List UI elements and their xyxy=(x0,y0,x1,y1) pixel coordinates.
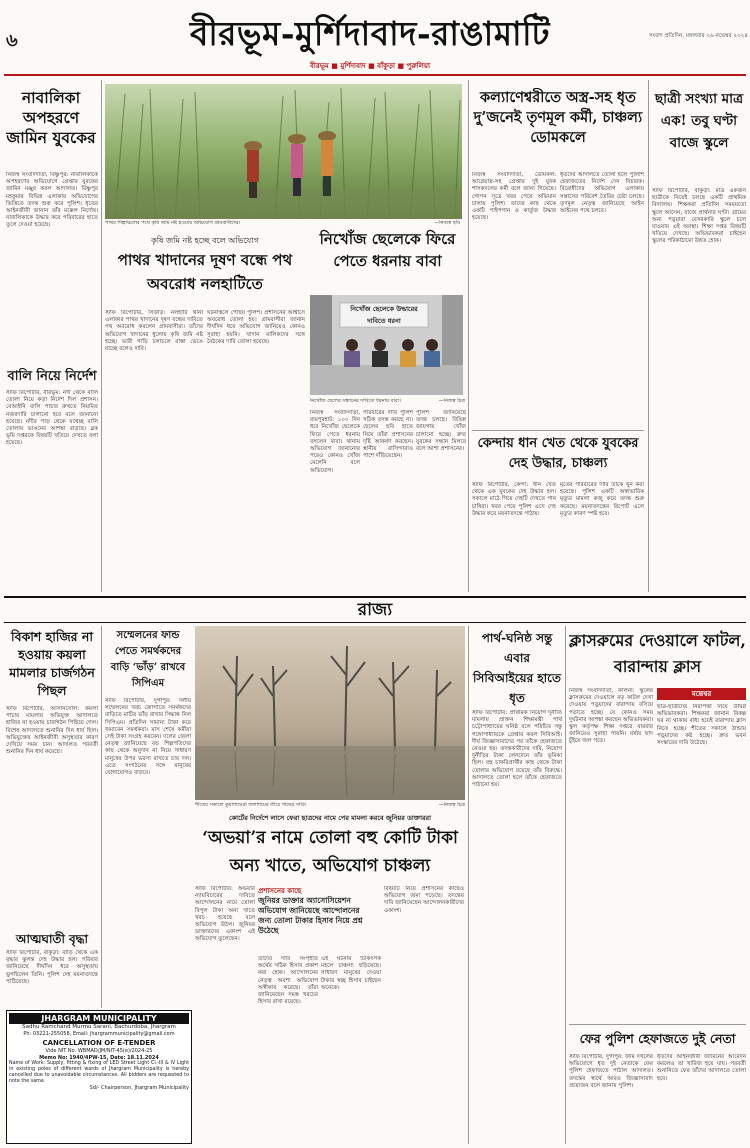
field-photo-caption: পাথর শিল্পাঞ্চলের পথে কৃষি জমি নষ্ট হওয়ার অভিযোগ গ্রামবাসীদের। xyxy=(105,220,241,226)
abhaya-sidebar xyxy=(258,886,374,954)
divider xyxy=(472,430,644,431)
divider xyxy=(101,80,102,592)
arms-body-col1: নিজস্ব সংবাদদাতা, ডোমকল: আগ্নেয়াস্ত্র-সহ গ্রেপ্তার দুই যুবক শাসকদলের কর্মী বলে জানা গিয়েছে। গোপন সূত্রে খবর পেয়ে অভিযান চালায় পুলিশ। তাদের কাছ থেকে একটি পাইপগান ও কার্তুজ উদ্ধার হয়েছে। xyxy=(472,172,556,222)
abhaya-body-col3: এই ঘটনায় চিকিৎসক মহলে চাঞ্চল্য ছড়িয়েছে। সাধারণ মানুষের দেওয়া টাকার স্বচ্ছ হিসাব চাইছেন অনেকে। xyxy=(321,956,381,991)
abhaya-side-text: জুনিয়র ডাক্তার অ্যাসোসিয়েশন অভিযোগ জানিয়েছে আন্দোলনের জন্য তোলা টাকার হিসাব নিয়ে প্রশ্ন উঠেছে xyxy=(258,896,363,935)
police-custody-col1: স্টাফ রিপোর্টার, দুর্গাপুর: জমি দখলের অভিযোগে ধৃত দুই নেতাকে ফের পুলিশ হেফাজতে পাঠাল আদালত। তদন্তের স্বার্থে আরও জিজ্ঞাসাবাদ প্রয়োজন বলে জানায় পুলিশ। xyxy=(569,1054,653,1089)
cpim-body: স্টাফ রিপোর্টার, দুর্গাপুর: দলীয় সম্মেলনের খরচ জোগাতে সমর্থকদের বাড়িতে মাটির ভাঁড় রাখার সিদ্ধান্ত নিল সিপিএম। প্রতিদিন সামান্য টাকা করে জমাবেন সমর্থকরা। মাস শেষে কর্মীরা সেই টাকা সংগ্রহ করবেন। দলের জেলা নেতৃত্ব জানিয়েছে বড় শিল্পপতিদের কাছ থেকে অনুদান না নিয়ে সাধারণ মানুষের উপর ভরসা রাখতে চায় দল। এতে সংগঠনের সঙ্গে মানুষের যোগাযোগও বাড়বে। xyxy=(105,698,191,777)
section-rule-bottom xyxy=(4,622,746,623)
field-photo-credit: —নিজস্ব ছবি xyxy=(434,220,460,226)
missing-son-body-col2: পরিবারের দাবি পুলিশ সঠিক তদন্ত করছে না। ছেলের ছবি হাতে নিয়ে তাঁরা প্রশাসনের দৃষ্টি আকর্ষণ করছেন। স্থানীয় বাসিন্দারাও পাশে দাঁড়িয়েছেন। xyxy=(363,410,413,460)
abhaya-body-col1: স্টাফ রিপোর্টার: অভয়ার ন্যায়বিচারের দাবিতে আন্দোলনের নামে তোলা বিপুল টাকা অন্য খাতে খরচ হয়েছে বলে অভিযোগ উঠল। জুনিয়র ডাক্তারদের একাংশ এই অভিযোগ তুলেছেন। xyxy=(195,886,255,943)
field-photo-image xyxy=(105,84,462,219)
single-student-body: স্টাফ রিপোর্টার, বাঁকুড়া: মাত্র একজন ছাত্রীকে নিয়েই চলছে একটি প্রাথমিক বিদ্যালয়। শিক্ষকরা প্রতিদিন সময়মতো স্কুলে আসেন, বাজে প্রার্থনার ঘণ্টা। গ্রামের অন্য পড়ুয়ারা বেসরকারি স্কুলে চলে যাওয়ায় এই অবস্থা। শিক্ষা দপ্তর বিষয়টি খতিয়ে দেখছে। অভিভাবকরা চাইছেন স্কুলের পরিকাঠামো উন্নত হোক। xyxy=(652,188,746,245)
dharna-caption: নিখোঁজ ছেলের সন্ধানের দাবিতে ধরনায় বাবা। xyxy=(310,398,401,404)
page-number: ৬ xyxy=(6,30,18,50)
district-purulia: পুরুলিয়া xyxy=(406,62,431,70)
river-sand-headline: বালি নিয়ে নির্দেশ xyxy=(7,369,97,384)
classroom-body-col1: নিজস্ব সংবাদদাতা, কালনা: স্কুলের ক্লাসরুমের দেওয়ালে বড় ফাটল দেখা দেওয়ায় পড়ুয়াদের বারান্দায় বসিয়ে পড়াতে হচ্ছে। যে কোনও সময় দুর্ঘটনার আশঙ্কা করছেন অভিভাবকরা। স্কুল কর্তৃপক্ষ শিক্ষা দপ্তরে বারবার জানিয়েও সুরাহা পায়নি। বর্ষায় ছাদ চুঁইয়ে জল পড়ে। xyxy=(569,688,653,745)
classroom-place-label: মন্তেশ্বর xyxy=(657,688,746,700)
mine-headline: পাথর খাদানের দূষণ বন্ধে পথ অবরোধ নলহাটিতে xyxy=(117,251,293,293)
coal-case-headline: বিকাশ হাজির না হওয়ায় কয়লা মামলার চার্জগঠন পিছল xyxy=(9,629,95,698)
cpim-headline: সম্মেলনের ফান্ড পেতে সমর্থকদের বাড়ি ‘ভাঁড়’ রাখবে সিপিএম xyxy=(110,630,186,689)
coal-case-body: স্টাফ রিপোর্টার, আসানসোল: কয়লা পাচার মামলায় অভিযুক্ত আদালতে হাজির না হওয়ায় চার্জগঠন পিছিয়ে গেল। বিশেষ আদালতে শুনানির দিন ধার্য ছিল। অভিযুক্তের আইনজীবী অসুস্থতার কারণ দেখিয়ে সময় চান। আদালত পরবর্তী শুনানির দিন ধার্য করেছে। xyxy=(6,706,98,756)
partha-headline: পার্থ-ঘনিষ্ঠ সন্তু এবার সিবিআইয়ের হাতে ধৃত xyxy=(473,631,561,705)
arms-headline: কল্যাণেশ্বরীতে অস্ত্র-সহ ধৃত দু’জনেই তৃণমূল কর্মী, চাঞ্চল্য ডোমকলে xyxy=(473,89,643,146)
field-photo xyxy=(105,84,462,219)
divider xyxy=(648,80,649,592)
divider xyxy=(101,626,102,1008)
fog-photo-credit: —নিজস্ব চিত্র xyxy=(438,802,465,808)
abhaya-side-label: প্রশাসনের কাছে xyxy=(258,887,302,895)
tender-body: Name of Work: Supply, fitting & fixing of LED Street Light Cl.-III & IV Light in existing poles of different wards of Jhargram Municipality is hereby cancelled due to unavoidable circumstances. All bidders are requested to note the same. xyxy=(9,1061,189,1084)
minor-kidnap-headline: নাবালিকা অপহরণে জামিন যুবকের xyxy=(6,88,96,147)
body-recovered-headline: কেন্দায় ধান খেত থেকে যুবকের দেহ উদ্ধার, চাঞ্চল্য xyxy=(477,436,639,471)
mine-kicker: কৃষি জমি নষ্ট হচ্ছে বলে অভিযোগ xyxy=(151,236,259,245)
tender-sign: Sd/- Chairperson, Jhargram Municipality xyxy=(89,1085,189,1091)
fog-photo-image xyxy=(195,626,465,800)
date-line: সংবাদ প্রতিদিন, মঙ্গলবার ২৬ নভেম্বর ২০২৪ xyxy=(648,33,748,39)
divider xyxy=(569,1024,746,1025)
tender-notice xyxy=(6,1010,192,1144)
missing-son-body-col1: নিজস্ব সংবাদদাতা, রামপুরহাট: ১০০ দিন ধরে নিখোঁজ ছেলেকে ফিরে পেতে ধরনায় বসলেন বাবা। থানায় অভিযোগ জানানোর পরেও কোনও খোঁজ মেলেনি বলে অভিযোগ। xyxy=(310,410,360,474)
single-student-headline: ছাত্রী সংখ্যা মাত্র এক! তবু ঘণ্টা বাজে স্কুলে xyxy=(654,91,744,151)
abhaya-body-col2: তাঁদের দাবি সংগৃহীত অর্থের সঠিক হিসাব প্রকাশ করা হোক। আন্দোলনের নেতৃত্ব অবশ্য অভিযোগ অস্বীকার করেছে। তাঁরা জানিয়েছেন সমস্ত খরচের হিসাব রাখা রয়েছে। xyxy=(258,956,318,1006)
partha-body: স্টাফ রিপোর্টার: প্রাথমিক নিয়োগ দুর্নীতি মামলায় প্রাক্তন শিক্ষামন্ত্রী পার্থ চট্টোপাধ্যায়ের ঘনিষ্ঠ বলে পরিচিত সন্তু গঙ্গোপাধ্যায়কে গ্রেপ্তার করল সিবিআই। দীর্ঘ জিজ্ঞাসাবাদের পর তাঁকে হেফাজতে নেওয়া হয়। তদন্তকারীদের দাবি, নিয়োগ দুর্নীতির টাকা লেনদেনে তাঁর ভূমিকা ছিল। বহু চাকরিপ্রার্থীর কাছ থেকে টাকা তোলার অভিযোগ রয়েছে তাঁর বিরুদ্ধে। আদালতে তোলা হলে তাঁকে হেফাজতে পাঠানো হয়। xyxy=(472,710,562,789)
minor-kidnap-body: নিজস্ব সংবাদদাতা, বিষ্ণুপুর: নাবালিকাকে অপহরণের অভিযোগে গ্রেপ্তার যুবকের জামিন মঞ্জুর করল আদালত। বিষ্ণুপুর মহকুমার বিভিন্ন এলাকায় অভিযোগের ভিত্তিতে তদন্ত শুরু করে পুলিশ। ধৃতের আইনজীবী জানান তাঁর মক্কেল নির্দোষ। নাবালিকাকে উদ্ধার করে পরিবারের হাতে তুলে দেওয়া হয়েছে। xyxy=(6,172,98,229)
river-sand-body: স্টাফ রিপোর্টার, বীরভূম: নদী থেকে বালি তোলা নিয়ে কড়া নির্দেশ দিল প্রশাসন। বেআইনি বালি পাচার রুখতে নিয়মিত নজরদারি চালানো হবে বলে জানানো হয়েছে। নদীর পাড় থেকে যথেচ্ছ বালি তোলায় ভাঙনের আশঙ্কা বাড়ছে। ব্লক ভূমি দপ্তরকে বিষয়টি খতিয়ে দেখতে বলা হয়েছে। xyxy=(6,390,98,447)
abhaya-headline: ‘অভয়া’র নামে তোলা বহু কোটি টাকা অন্য খাতে, অভিযোগ চাঞ্চল্য xyxy=(202,828,458,876)
missing-son-headline: নিখোঁজ ছেলেকে ফিরে পেতে ধরনায় বাবা xyxy=(319,230,456,270)
police-custody-headline: ফের পুলিশ হেফাজতে দুই নেতা xyxy=(579,1031,736,1046)
arms-body-col2: ধৃতদের আদালতে তোলা হলে পুলিশি হেফাজতের নির্দেশ দেন বিচারক। বিরোধীদের অভিযোগ এলাকায় সন্ত্রাসের পরিবেশ তৈরির চেষ্টা চলছে। তৃণমূল নেতৃত্ব জানিয়েছে আইন আইনের পথে চলবে। xyxy=(560,172,644,215)
tender-ref: Vide NIT No. WBMAD/JM/NIT-45(e)/2024-25 xyxy=(45,1048,153,1054)
tender-title: JHARGRAM MUNICIPALITY xyxy=(9,1013,189,1024)
divider xyxy=(565,626,566,1144)
dharna-photo xyxy=(310,295,463,395)
dharna-banner: নিখোঁজ ছেলেকে উদ্ধারের দাবিতে ধরনা xyxy=(350,305,418,325)
mine-body-col1: স্টাফ রিপোর্টার, সিউড়ি: নলহাটি থানা এলাকার পাথর খাদানের দূষণ বন্ধের দাবিতে পথ অবরোধ করলেন গ্রামবাসীরা। তাঁদের অভিযোগ খাদানের ধুলোয় কৃষি জমি নষ্ট হচ্ছে। ভারী গাড়ি চলাচলে রাস্তা ভেঙে যাচ্ছে বলেও দাবি। xyxy=(105,310,203,353)
district-strip: বীরভূম ■ মুর্শিদাবাদ ■ বাঁকুড়া ■ পুরুলিয়া xyxy=(309,62,431,70)
tender-address: Sadhu Ramchand Murmu Sarani, Bachurdoba, Jhargram xyxy=(22,1024,176,1030)
fog-photo xyxy=(195,626,465,800)
district-murshidabad: মুর্শিদাবাদ xyxy=(340,62,366,70)
classroom-headline: ক্লাসরুমের দেওয়ালে ফাটল, বারান্দায় ক্লাস xyxy=(569,631,746,676)
divider xyxy=(468,626,469,1144)
body-recovered-col1: স্টাফ রিপোর্টার, কেন্দা: ধান খেত থেকে এক যুবকের দেহ উদ্ধার হল। সকালে মাঠে গিয়ে দেহটি দেখতে পান চাষিরা। খবর পেয়ে পুলিশ এসে দেহ উদ্ধার করে ময়নাতদন্তে পাঠায়। xyxy=(472,482,556,517)
classroom-body-col2: ছাত্র-ছাত্রীদের নিরাপত্তা নিয়ে উদ্বিগ্ন অভিভাবকরা। শিক্ষকরা জানান বিকল্প ঘর না থাকায় বাধ্য হয়েই বারান্দায় ক্লাস নিতে হচ্ছে। শীতের সকালে ঠান্ডায় পড়ুয়াদের কষ্ট হচ্ছে। দ্রুত ভবন সংস্কারের দাবি উঠেছে। xyxy=(657,704,746,747)
page-title: বীরভূম-মুর্শিদাবাদ-রাঙামাটি xyxy=(189,14,551,53)
district-bankura: বাঁকুড়া xyxy=(377,62,396,70)
police-custody-col2: ধৃতদের আইনজীবী জামিনের আবেদন করলেও তা খারিজ হয়ে যায়। পরবর্তী শুনানিতে ফের তাঁদের আদালতে তোলা হবে। xyxy=(657,1054,746,1082)
masthead-rule xyxy=(4,74,746,76)
divider xyxy=(468,80,469,592)
tender-memo: Memo No: 1940/4PW-15, Date: 18.11.2024 xyxy=(39,1054,159,1061)
district-birbhum: বীরভূম xyxy=(309,62,329,70)
section-title: রাজ্য xyxy=(357,600,393,620)
suicide-body: স্টাফ রিপোর্টার, বাঁকুড়া: বাড়ি থেকে এক বৃদ্ধার ঝুলন্ত দেহ উদ্ধার হল। পরিবার জানিয়েছে দীর্ঘদিন ধরে অসুস্থতায় ভুগছিলেন তিনি। পুলিশ দেহ ময়নাতদন্তে পাঠিয়েছে। xyxy=(6,950,98,985)
dharna-credit: —নিজস্ব চিত্র xyxy=(438,398,465,404)
tender-contact: Ph: 03221-255058, Email: jhargrammunicipality@gmail.com xyxy=(23,1031,175,1037)
abhaya-kicker: কোর্টের নির্দেশে লাসে ফেরা ছাত্রদের নামে পের মামলা করবে জুনিয়র ডাক্তাররা xyxy=(229,814,431,822)
body-recovered-col2: মৃতের পরিবারের দাবি তাঁকে খুন করা হয়েছে। পুলিশ একটি অস্বাভাবিক মৃত্যুর মামলা রুজু করে তদন্ত শুরু করেছে। ময়নাতদন্তের রিপোর্ট এলে মৃত্যুর কারণ স্পষ্ট হবে। xyxy=(560,482,644,517)
tender-notice-title: CANCELLATION OF E-TENDER xyxy=(42,1039,156,1047)
mine-body-col2: ঘটনাস্থলে পৌঁছয় পুলিশ। প্রশাসনের আশ্বাসে অবরোধ তোলা হয়। গ্রামবাসীরা জানান দীর্ঘদিন ধরে অভিযোগ জানিয়েও কোনও সুরাহা হয়নি। খাদান মালিকদের সঙ্গে বৈঠকের দাবি তোলা হয়েছে। xyxy=(207,310,305,345)
suicide-headline: আত্মঘাতী বৃদ্ধা xyxy=(15,932,89,946)
fog-photo-caption: শীতের সকালে কুয়াশাঘেরা জলাশয়ের তীরে গাছের সারি। xyxy=(195,802,307,808)
abhaya-body-col4: বিষয়টি নিয়ে প্রশাসনের কাছেও অভিযোগ জমা পড়েছে। তদন্তের দাবি জানিয়েছেন আন্দোলনকারীদের একাংশ। xyxy=(384,886,464,914)
missing-son-body-col3: পুলিশ জানিয়েছে তদন্ত চলছে। বিভিন্ন জায়গায় খোঁজ চালানো হচ্ছে। দ্রুত যুবকের সন্ধান মিলবে বলে আশা প্রশাসনের। xyxy=(416,410,466,453)
